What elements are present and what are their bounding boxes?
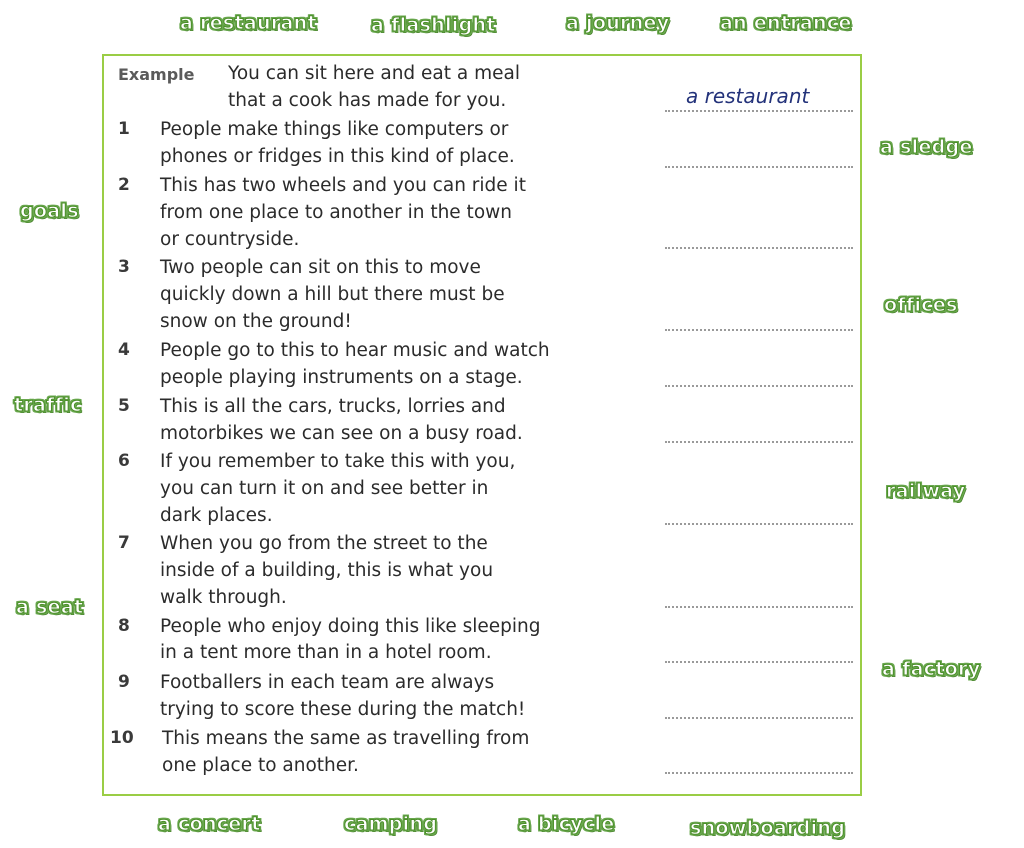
item-number: 8: [118, 616, 130, 636]
item-7-line-2: inside of a building, this is what you: [160, 560, 494, 581]
word-bank-bicycle: a bicycle: [518, 813, 615, 835]
word-bank-traffic: traffic: [14, 394, 82, 416]
item-8-line-1: People who enjoy doing this like sleeping: [160, 616, 541, 637]
example-line-1: You can sit here and eat a meal: [228, 63, 520, 84]
item-3-line-1: Two people can sit on this to move: [160, 257, 481, 278]
item-1-line-2: phones or fridges in this kind of place.: [160, 146, 515, 167]
item-9-line-2: trying to score these during the match!: [160, 699, 526, 720]
item-8-line-2: in a tent more than in a hotel room.: [160, 642, 492, 663]
item-10-line-1: This means the same as travelling from: [162, 728, 530, 749]
item-number: 10: [110, 728, 134, 748]
answer-line-6[interactable]: [665, 523, 853, 525]
item-number: 6: [118, 451, 130, 471]
item-2-line-1: This has two wheels and you can ride it: [160, 175, 526, 196]
word-bank-entrance: an entrance: [720, 12, 852, 34]
item-7-line-3: walk through.: [160, 587, 287, 608]
item-1-line-1: People make things like computers or: [160, 119, 509, 140]
item-7-line-1: When you go from the street to the: [160, 533, 488, 554]
item-5-line-2: motorbikes we can see on a busy road.: [160, 423, 523, 444]
word-bank-railway: railway: [886, 480, 966, 502]
word-bank-snowboarding: snowboarding: [690, 817, 846, 839]
item-6-line-2: you can turn it on and see better in: [160, 478, 489, 499]
word-bank-seat: a seat: [16, 596, 84, 618]
item-6-line-1: If you remember to take this with you,: [160, 451, 516, 472]
item-number: 1: [118, 119, 130, 139]
item-number: 5: [118, 396, 130, 416]
word-bank-journey: a journey: [566, 12, 670, 34]
item-number: 9: [118, 672, 130, 692]
word-bank-concert: a concert: [158, 813, 261, 835]
word-bank-factory: a factory: [882, 658, 981, 680]
word-bank-restaurant: a restaurant: [180, 12, 317, 34]
answer-line-2[interactable]: [665, 247, 853, 249]
item-10-line-2: one place to another.: [162, 755, 359, 776]
item-2-line-2: from one place to another in the town: [160, 202, 512, 223]
example-label: Example: [118, 65, 195, 84]
answer-line-5[interactable]: [665, 441, 853, 443]
example-line-2: that a cook has made for you.: [228, 90, 507, 111]
word-bank-offices: offices: [884, 294, 958, 316]
word-bank-sledge: a sledge: [880, 136, 973, 158]
answer-line-7[interactable]: [665, 606, 853, 608]
item-number: 4: [118, 340, 130, 360]
item-number: 7: [118, 533, 130, 553]
item-3-line-3: snow on the ground!: [160, 311, 352, 332]
item-4-line-2: people playing instruments on a stage.: [160, 367, 523, 388]
word-bank-camping: camping: [344, 813, 438, 835]
item-number: 3: [118, 257, 130, 277]
answer-line-4[interactable]: [665, 385, 853, 387]
answer-line-1[interactable]: [665, 166, 853, 168]
item-3-line-2: quickly down a hill but there must be: [160, 284, 505, 305]
answer-line-10[interactable]: [665, 772, 853, 774]
example-answer-line: [665, 110, 853, 112]
word-bank-flashlight: a flashlight: [371, 14, 496, 36]
example-answer: a restaurant: [686, 84, 810, 108]
answer-line-8[interactable]: [665, 661, 853, 663]
item-5-line-1: This is all the cars, trucks, lorries and: [160, 396, 506, 417]
item-9-line-1: Footballers in each team are always: [160, 672, 495, 693]
item-number: 2: [118, 175, 130, 195]
item-2-line-3: or countryside.: [160, 229, 300, 250]
word-bank-goals: goals: [20, 200, 79, 222]
answer-line-3[interactable]: [665, 329, 853, 331]
item-6-line-3: dark places.: [160, 505, 273, 526]
item-4-line-1: People go to this to hear music and watch: [160, 340, 550, 361]
answer-line-9[interactable]: [665, 717, 853, 719]
